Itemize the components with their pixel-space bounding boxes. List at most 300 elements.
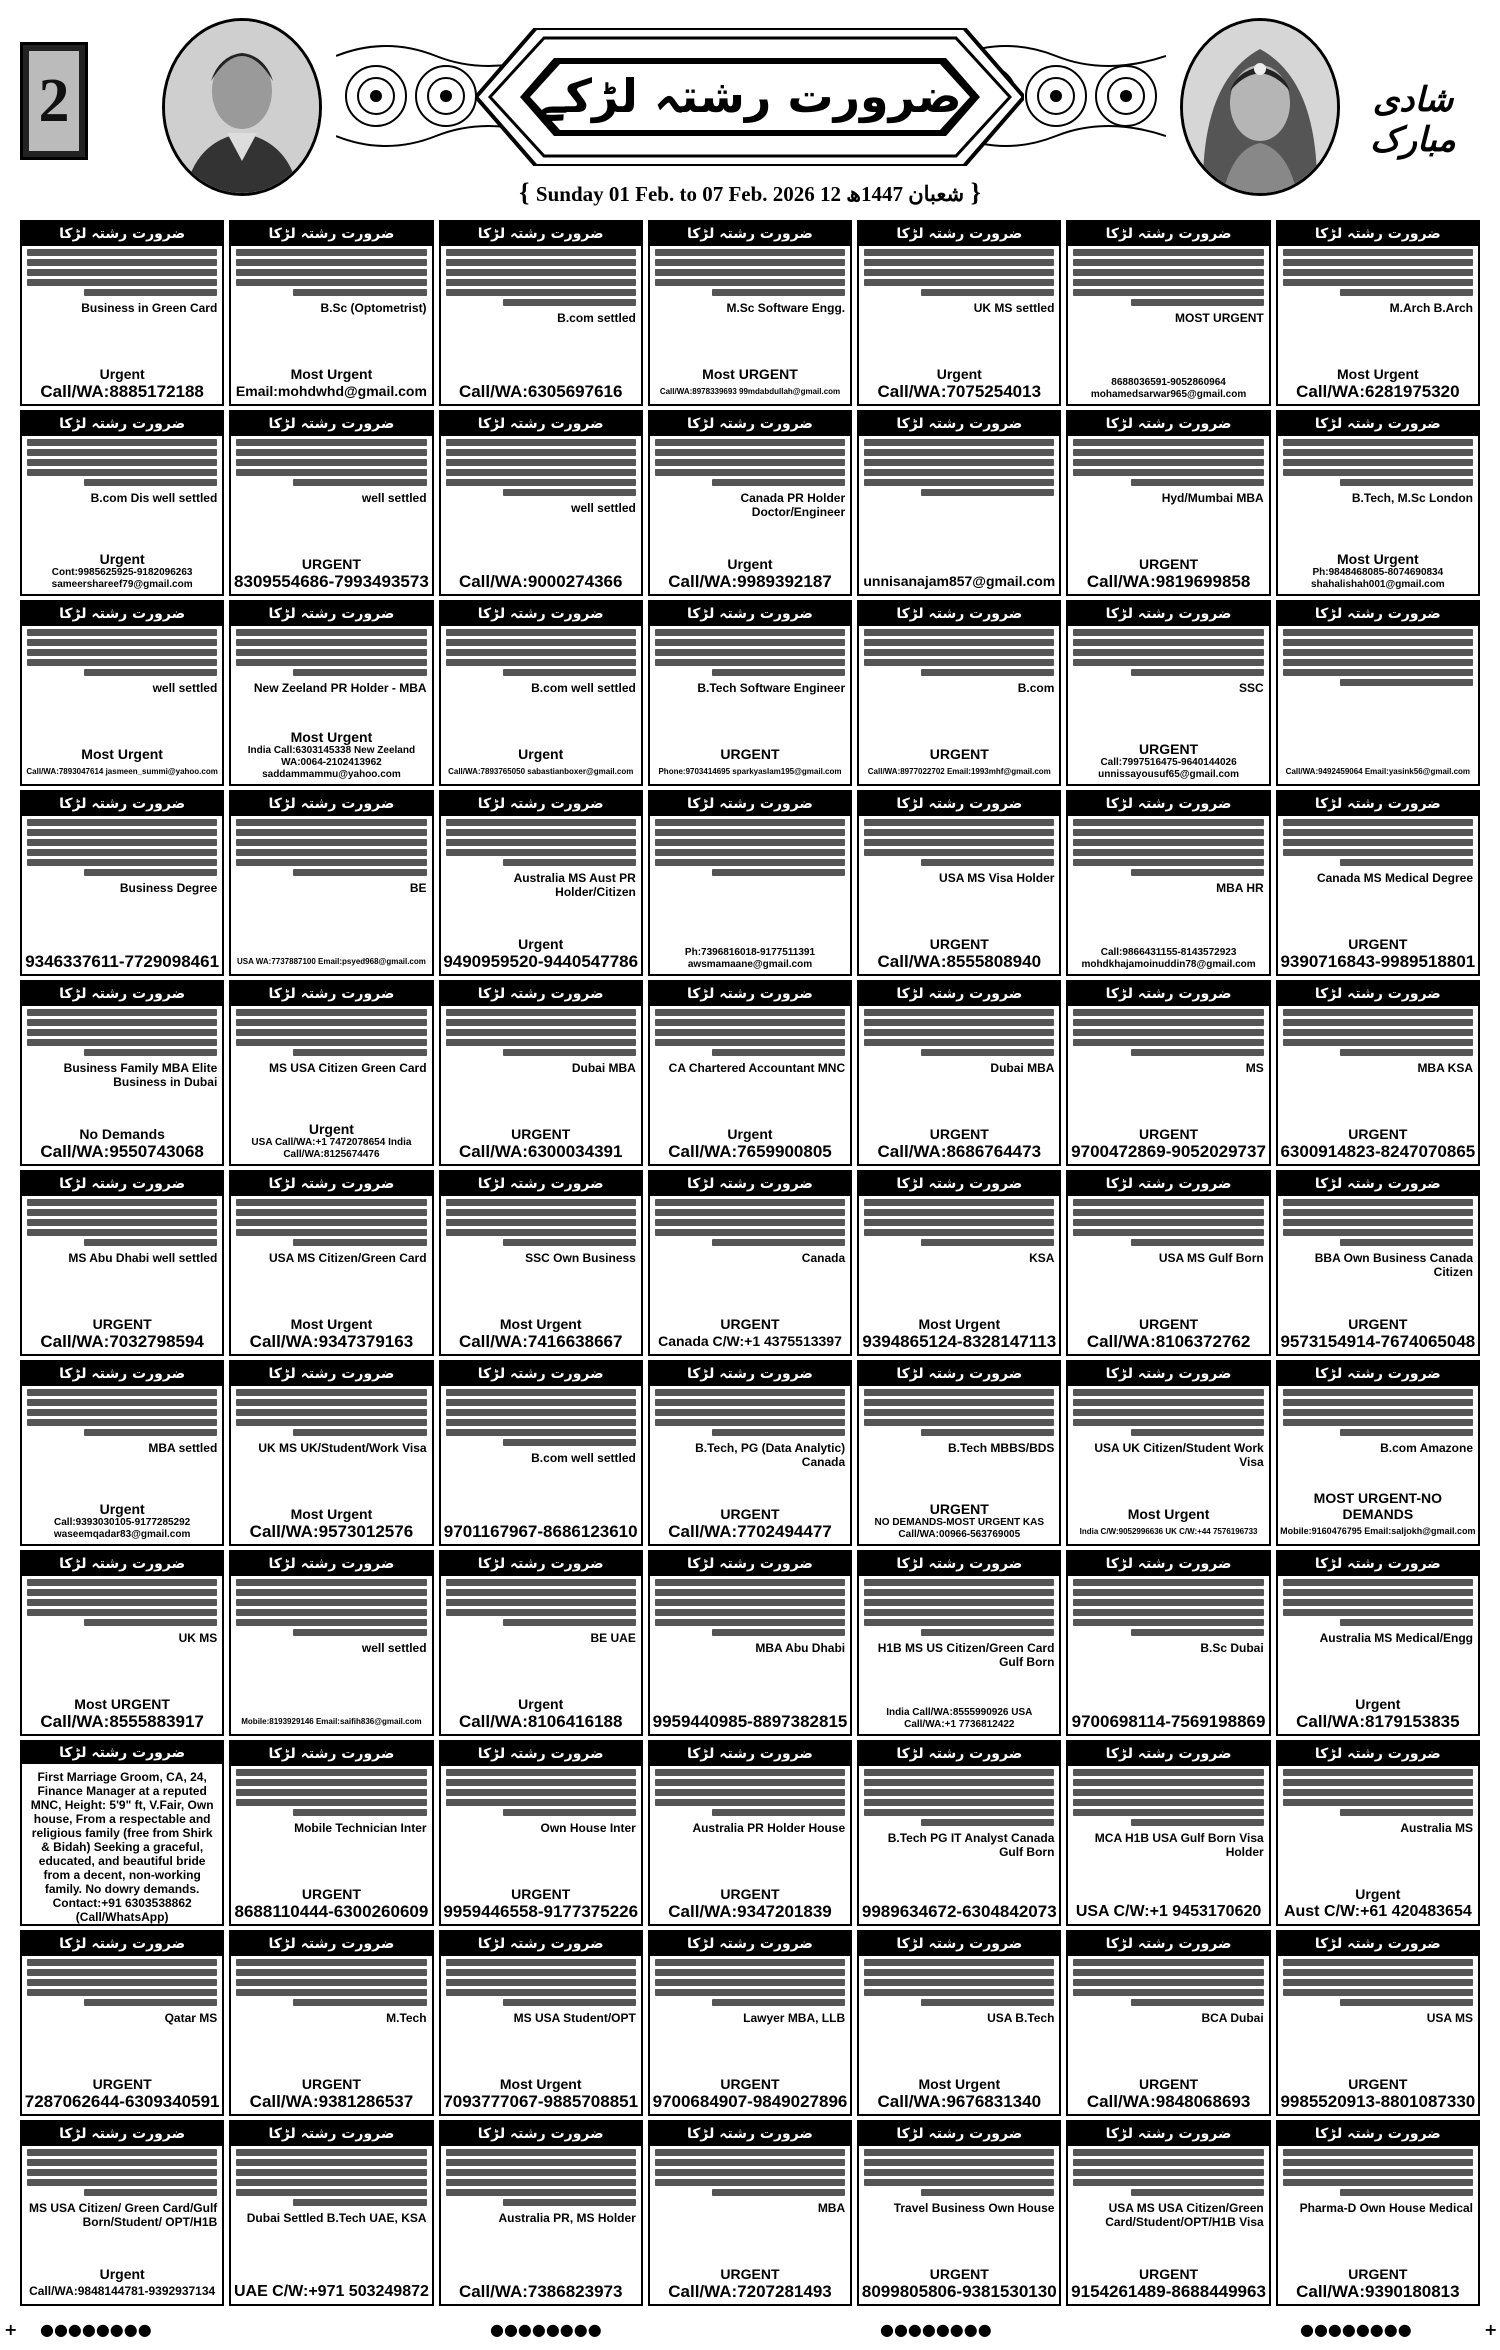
contact-number[interactable]: 6300914823-8247070865 — [1280, 1142, 1476, 1161]
ad-body — [650, 816, 850, 947]
ad-heading: ضرورت رشتہ لڑکا — [859, 1742, 1059, 1766]
contact-number[interactable]: Call/WA:6300034391 — [458, 1142, 623, 1161]
urdu-text-line — [236, 459, 426, 466]
urdu-text-line — [446, 1009, 636, 1016]
contact-number[interactable]: 9346337611-7729098461 — [25, 952, 220, 971]
urdu-text-line — [655, 1219, 845, 1226]
urdu-text-line — [1073, 639, 1263, 646]
urdu-text-line — [921, 669, 1054, 676]
urdu-text-line — [446, 2179, 636, 2186]
ad-contact-block — [650, 2076, 850, 2114]
ad-contact-block — [441, 382, 641, 404]
contact-number[interactable]: India Call:6303145338 New Zeeland WA:0064-2102413962 saddammammu@yahoo.com — [247, 745, 416, 780]
contact-number[interactable]: Call/WA:8977022702 Email:1993mhf@gmail.com — [867, 767, 1051, 776]
urdu-text-line — [1073, 1799, 1263, 1806]
classified-ad — [1276, 1930, 1480, 2116]
urdu-text-line — [1131, 1999, 1264, 2006]
contact-number[interactable]: Call:9866431155-8143572923 mohdkhajamoinuddin78@gmail.com — [1081, 947, 1256, 970]
classified-ad — [1276, 600, 1480, 786]
urdu-text-line — [864, 649, 1054, 656]
contact-number[interactable]: 9959440985-8897382815 — [652, 1712, 848, 1731]
contact-number[interactable]: Phone:9703414695 sparkyaslam195@gmail.com — [658, 767, 842, 776]
urdu-text-line — [446, 639, 636, 646]
classified-ad — [229, 600, 433, 786]
urdu-text-line — [446, 1199, 636, 1206]
ad-heading: ضرورت رشتہ لڑکا — [1278, 412, 1478, 436]
urdu-text-line — [446, 629, 636, 636]
urdu-text-line — [236, 1219, 426, 1226]
urdu-text-line — [1073, 1769, 1263, 1776]
contact-number[interactable]: Canada C/W:+1 4375513397 — [658, 1333, 842, 1349]
urdu-text-line — [655, 649, 845, 656]
ad-heading: ضرورت رشتہ لڑکا — [441, 602, 641, 626]
contact-number[interactable]: Mobile:9160476795 Email:saljokh@gmail.com — [1280, 1526, 1476, 1536]
urdu-text-line — [27, 2149, 217, 2156]
contact-number[interactable]: Call/WA:7207281493 — [668, 2282, 832, 2301]
classified-ad — [1276, 1170, 1480, 1356]
hijri-date: 12 شعبان 1447ھ — [820, 182, 965, 206]
contact-number[interactable]: Ph:7396816018-9177511391 awsmamaane@gmail.com — [684, 947, 816, 970]
contact-number[interactable]: Cont:9985625925-9182096263 sameershareef79@gmail.com — [51, 567, 193, 590]
contact-number[interactable]: Call/WA:9989392187 — [668, 572, 832, 591]
contact-number[interactable]: UAE C/W:+971 503249872 — [233, 2283, 429, 2300]
ad-body — [441, 1576, 641, 1696]
classified-ad — [648, 410, 852, 596]
urdu-text-line — [864, 1619, 1054, 1626]
ad-heading: ضرورت رشتہ لڑکا — [1068, 982, 1268, 1006]
ad-heading: ضرورت رشتہ لڑکا — [859, 1172, 1059, 1196]
urdu-text-line — [236, 2149, 426, 2156]
urgency-label: Urgent — [1355, 1696, 1401, 1712]
contact-number[interactable]: Call/WA:8885172188 — [40, 382, 204, 401]
urdu-text-line — [446, 649, 636, 656]
ad-contact-block — [1278, 2266, 1478, 2304]
urdu-text-line — [655, 1199, 845, 1206]
urdu-text-line — [1131, 299, 1264, 306]
urgency-label: URGENT — [1139, 1126, 1199, 1142]
urdu-text-line — [864, 259, 1054, 266]
urdu-text-line — [1283, 2169, 1473, 2176]
ad-body — [231, 1196, 431, 1316]
classified-ad — [229, 1930, 433, 2116]
ad-body — [1278, 816, 1478, 936]
page-number-badge — [20, 42, 88, 160]
urdu-text-line — [1073, 439, 1263, 446]
ad-contact-block — [441, 572, 641, 594]
ad-keywords: MBA KSA — [1417, 1061, 1473, 1075]
contact-number[interactable]: Call/WA:6281975320 — [1296, 382, 1460, 401]
contact-number[interactable]: 7287062644-6309340591 — [24, 2092, 220, 2111]
contact-number[interactable]: Call/WA:7702494477 — [668, 1522, 832, 1541]
contact-number[interactable]: 8099805806-9381530130 — [861, 2282, 1057, 2301]
contact-number[interactable]: Call/WA:9347379163 — [249, 1332, 414, 1351]
urdu-text-line — [655, 1789, 845, 1796]
ad-body: First Marriage Groom, CA, 24, Finance Manager at a reputed MNC, Height: 5'9" ft, V.Fair, Own house, From a respectable and religious family (free from Shirk & Bidah) Seeking a graceful, educated, and beautiful bride from a decent, non-working family. No dowry demands. Contact:+91 6303538862 (Call/WhatsApp) — [30, 1770, 214, 1924]
classified-ad — [439, 220, 643, 406]
urdu-text-line — [1073, 1399, 1263, 1406]
urdu-text-line — [1283, 1199, 1473, 1206]
urdu-text-line — [864, 279, 1054, 286]
contact-number[interactable]: 9700684907-9849027896 — [652, 2092, 848, 2111]
ad-keywords: B.com Dis well settled — [90, 491, 218, 505]
urdu-text-line — [1073, 829, 1263, 836]
classified-ad — [439, 1740, 643, 1926]
urdu-text-line — [1283, 1579, 1473, 1586]
contact-number[interactable]: Call/WA:9550743068 — [40, 1142, 204, 1161]
urgency-label: Most Urgent — [290, 366, 373, 382]
contact-number[interactable]: Call/WA:7893047614 jasmeen_summi@yahoo.com — [26, 767, 218, 776]
contact-number[interactable]: Call/WA:9848068693 — [1086, 2092, 1251, 2111]
contact-number[interactable]: Call/WA:9492459064 Email:yasink56@gmail.com — [1285, 767, 1471, 776]
ad-keywords: B.com Amazone — [1380, 1441, 1473, 1455]
urdu-text-line — [864, 1579, 1054, 1586]
classified-ad — [439, 1550, 643, 1736]
contact-number[interactable]: 9985520913-8801087330 — [1280, 2092, 1476, 2111]
ad-heading: ضرورت رشتہ لڑکا — [650, 792, 850, 816]
contact-number[interactable]: Call/WA:7075254013 — [877, 382, 1042, 401]
ad-contact-block — [859, 366, 1059, 404]
contact-number[interactable]: Call/WA:7386823973 — [458, 2282, 623, 2301]
ad-body — [231, 1576, 431, 1712]
urdu-text-line — [236, 1579, 426, 1586]
urdu-text-line — [655, 259, 845, 266]
ad-heading: ضرورت رشتہ لڑکا — [859, 982, 1059, 1006]
contact-number[interactable]: 9959446558-9177375226 — [443, 1902, 639, 1921]
ad-keywords: MS Abu Dhabi well settled — [68, 1251, 218, 1265]
ad-heading: ضرورت رشتہ لڑکا — [441, 222, 641, 246]
urdu-text-line — [864, 1419, 1054, 1426]
contact-number[interactable]: 8688036591-9052860964 mohamedsarwar965@gmail.com — [1090, 377, 1247, 400]
ad-heading: ضرورت رشتہ لڑکا — [231, 1362, 431, 1386]
urdu-text-line — [712, 1239, 845, 1246]
urdu-text-line — [27, 649, 217, 656]
urdu-text-line — [236, 839, 426, 846]
contact-number[interactable]: India C/W:9052996636 UK C/W:+44 7576196733 — [1079, 1527, 1258, 1536]
urdu-text-line — [236, 249, 426, 256]
ad-heading: ضرورت رشتہ لڑکا — [1068, 602, 1268, 626]
classified-ad — [648, 980, 852, 1166]
contact-number[interactable]: 9573154914-7674065048 — [1280, 1332, 1476, 1351]
contact-number[interactable]: Call/WA:7893765050 sabastianboxer@gmail.com — [448, 767, 634, 776]
ad-contact-block — [1068, 377, 1268, 404]
urdu-text-line — [27, 469, 217, 476]
urdu-text-line — [503, 859, 636, 866]
ad-contact-block — [441, 1316, 641, 1354]
classified-ad — [857, 1360, 1061, 1546]
urdu-text-line — [236, 1029, 426, 1036]
ad-body — [650, 1576, 850, 1712]
contact-number[interactable]: USA WA:7737887100 Email:psyed968@gmail.com — [236, 957, 426, 966]
urgency-label: URGENT — [301, 556, 361, 572]
urdu-text-line — [236, 1589, 426, 1596]
urdu-text-line — [864, 1399, 1054, 1406]
urdu-text-line — [1073, 1989, 1263, 1996]
urdu-text-line — [864, 459, 1054, 466]
contact-number[interactable]: NO DEMANDS-MOST URGENT KAS Call/WA:00966-563769005 — [874, 1517, 1044, 1540]
contact-number[interactable]: Call:7997516475-9640144026 unnissayousuf65@gmail.com — [1098, 757, 1240, 780]
urdu-text-line — [27, 2159, 217, 2166]
contact-number[interactable]: Call/WA:9347201839 — [668, 1902, 832, 1921]
urdu-text-line — [446, 849, 636, 856]
urdu-text-line — [236, 1799, 426, 1806]
ad-contact-block — [859, 746, 1059, 784]
ad-body — [22, 816, 222, 952]
urdu-text-line — [655, 469, 845, 476]
ad-keywords: BE UAE — [590, 1631, 636, 1645]
urdu-text-line — [1283, 249, 1473, 256]
urdu-text-line — [293, 1239, 426, 1246]
ad-contact-block — [859, 1902, 1059, 1924]
urdu-text-line — [1283, 1219, 1473, 1226]
contact-number[interactable]: Call/WA:8978339693 99mdabdullah@gmail.com — [659, 387, 841, 396]
ad-heading: ضرورت رشتہ لڑکا — [1278, 982, 1478, 1006]
contact-number[interactable]: Ph:9848468085-8074690834 shahalishah001@gmail.com — [1311, 567, 1445, 590]
contact-number[interactable]: Call/WA:7659900805 — [668, 1142, 832, 1161]
urdu-text-line — [1283, 469, 1473, 476]
contact-number[interactable]: Aust C/W:+61 420483654 — [1283, 1903, 1472, 1920]
contact-number[interactable]: Email:mohdwhd@gmail.com — [235, 383, 427, 399]
urdu-text-line — [864, 629, 1054, 636]
ad-body — [1068, 436, 1268, 556]
contact-number[interactable]: USA Call/WA:+1 7472078654 India Call/WA:8125674476 — [251, 1137, 412, 1160]
urdu-text-line — [446, 259, 636, 266]
urdu-text-line — [236, 1609, 426, 1616]
ad-body — [231, 1006, 431, 1121]
classified-ad — [20, 790, 224, 976]
urdu-text-line — [503, 489, 636, 496]
urdu-text-line — [236, 2159, 426, 2166]
ad-heading: ضرورت رشتہ لڑکا — [859, 1552, 1059, 1576]
urdu-text-line — [446, 1389, 636, 1396]
classified-ad — [20, 1170, 224, 1356]
urdu-text-line — [27, 1409, 217, 1416]
urdu-text-line — [84, 669, 217, 676]
contact-number[interactable]: 9701167967-8686123610 — [443, 1522, 638, 1541]
urdu-text-line — [655, 269, 845, 276]
contact-number[interactable]: Mobile:8193929146 Email:saifih836@gmail.com — [241, 1717, 422, 1726]
urdu-text-line — [236, 439, 426, 446]
ad-heading: ضرورت رشتہ لڑکا — [1278, 792, 1478, 816]
urgency-label: URGENT — [301, 1886, 361, 1902]
urdu-text-line — [1283, 1209, 1473, 1216]
contact-number[interactable]: 9390716843-9989518801 — [1280, 952, 1476, 971]
contact-number[interactable]: Call/WA:9000274366 — [458, 572, 623, 591]
urdu-text-line — [1340, 1999, 1473, 2006]
ad-body — [22, 1956, 222, 2076]
urdu-text-line — [293, 869, 426, 876]
ad-heading: ضرورت رشتہ لڑکا — [22, 412, 222, 436]
urdu-text-line — [1073, 659, 1263, 666]
ad-heading: ضرورت رشتہ لڑکا — [441, 1742, 641, 1766]
classified-ad — [1276, 2120, 1480, 2306]
contact-number[interactable]: Call/WA:9819699858 — [1086, 572, 1251, 591]
ad-contact-block — [22, 2266, 222, 2304]
urdu-text-line — [293, 289, 426, 296]
ad-heading: ضرورت رشتہ لڑکا — [1278, 602, 1478, 626]
urdu-text-line — [84, 1049, 217, 1056]
contact-number[interactable]: 9154261489-8688449963 — [1071, 2282, 1266, 2301]
ad-heading: ضرورت رشتہ لڑکا — [441, 1552, 641, 1576]
contact-number[interactable]: 9394865124-8328147113 — [862, 1332, 1057, 1351]
contact-number[interactable]: Call/WA:8106416188 — [458, 1712, 623, 1731]
ad-contact-block — [1068, 556, 1268, 594]
classified-ad — [648, 1550, 852, 1736]
classified-ad — [857, 2120, 1061, 2306]
urdu-text-line — [236, 469, 426, 476]
classified-ad — [857, 1740, 1061, 1926]
urgency-label: URGENT — [720, 1316, 780, 1332]
contact-number[interactable]: Call/WA:9390180813 — [1296, 2282, 1460, 2301]
contact-number[interactable]: Call/WA:8686764473 — [877, 1142, 1042, 1161]
urdu-text-line — [1340, 2189, 1473, 2196]
ad-heading: ضرورت رشتہ لڑکا — [231, 1172, 431, 1196]
ad-body — [650, 2146, 850, 2266]
contact-number[interactable]: Call/WA:9676831340 — [877, 2092, 1042, 2111]
crop-mark: + — [4, 2320, 18, 2339]
ad-contact-block — [1068, 741, 1268, 784]
urdu-text-line — [446, 1219, 636, 1226]
ad-heading: ضرورت رشتہ لڑکا — [441, 1362, 641, 1386]
urdu-text-line — [864, 2149, 1054, 2156]
ad-contact-block — [859, 2266, 1059, 2304]
ad-contact-block — [859, 1707, 1059, 1734]
ad-keywords: USA MS Visa Holder — [939, 871, 1055, 885]
urdu-text-line — [655, 849, 845, 856]
contact-number[interactable]: Call/WA:8555808940 — [877, 952, 1042, 971]
ad-heading: ضرورت رشتہ لڑکا — [859, 792, 1059, 816]
urdu-text-line — [712, 289, 845, 296]
title-banner — [336, 28, 1166, 172]
ad-keywords: MOST URGENT — [1175, 311, 1264, 325]
urgency-label: URGENT — [720, 1506, 780, 1522]
urdu-text-line — [655, 1409, 845, 1416]
contact-number[interactable]: Call/WA:9573012576 — [249, 1522, 414, 1541]
urdu-text-line — [1073, 839, 1263, 846]
ad-heading: ضرورت رشتہ لڑکا — [441, 1172, 641, 1196]
contact-number[interactable]: India Call/WA:8555990926 USA Call/WA:+1 7736812422 — [886, 1707, 1033, 1730]
contact-number[interactable]: Call:9393030105-9177285292 waseemqadar83@gmail.com — [53, 1517, 191, 1540]
urdu-text-line — [27, 439, 217, 446]
ad-body — [859, 436, 1059, 572]
ad-keywords: MBA HR — [1216, 881, 1264, 895]
ad-heading: ضرورت رشتہ لڑکا — [1278, 222, 1478, 246]
urdu-text-line — [27, 1419, 217, 1426]
ad-contact-block — [1068, 2076, 1268, 2114]
ad-contact-block — [1068, 1712, 1268, 1734]
contact-number[interactable]: USA C/W:+1 9453170620 — [1075, 1903, 1262, 1920]
contact-number[interactable]: 9700472869-9052029737 — [1071, 1142, 1266, 1161]
urdu-text-line — [655, 2169, 845, 2176]
contact-number[interactable]: 7093777067-9885708851 — [443, 2092, 639, 2111]
ad-body — [231, 2146, 431, 2282]
urdu-text-line — [27, 1219, 217, 1226]
urdu-text-line — [655, 1579, 845, 1586]
ad-heading: ضرورت رشتہ لڑکا — [22, 1932, 222, 1956]
ad-heading: ضرورت رشتہ لڑکا — [231, 222, 431, 246]
classified-ad — [1066, 1170, 1270, 1356]
classified-ad — [648, 1740, 852, 1926]
urdu-text-line — [864, 1389, 1054, 1396]
urgency-label: URGENT — [1348, 1126, 1408, 1142]
ad-heading: ضرورت رشتہ لڑکا — [22, 1742, 222, 1764]
classified-ad — [1276, 790, 1480, 976]
classified-ad — [20, 220, 224, 406]
urdu-text-line — [1340, 859, 1473, 866]
ad-keywords: M.Tech — [386, 2011, 427, 2025]
ad-body — [441, 1766, 641, 1886]
date-line: { Sunday 01 Feb. to 07 Feb. 2026 12 شعبان 1447ھ } — [519, 178, 981, 207]
urdu-text-line — [236, 1039, 426, 1046]
urdu-text-line — [864, 849, 1054, 856]
contact-number[interactable]: unnisanajam857@gmail.com — [863, 573, 1056, 589]
contact-number[interactable]: 8309554686-7993493573 — [234, 572, 429, 591]
classified-ad — [1276, 1550, 1480, 1736]
urgency-label: URGENT — [1139, 2266, 1199, 2282]
classified-ad — [229, 1360, 433, 1546]
urdu-text-line — [27, 1589, 217, 1596]
urdu-text-line — [236, 1969, 426, 1976]
urdu-text-line — [1340, 479, 1473, 486]
ad-keywords: Australia MS — [1400, 1821, 1473, 1835]
ad-body — [1278, 1766, 1478, 1886]
contact-number[interactable]: 9490959520-9440547786 — [443, 952, 639, 971]
contact-number[interactable]: Call/WA:8555883917 — [40, 1712, 204, 1731]
urdu-text-line — [293, 1999, 426, 2006]
ad-heading: ضرورت رشتہ لڑکا — [650, 412, 850, 436]
contact-number[interactable]: Call/WA:7032798594 — [40, 1332, 204, 1351]
ad-body — [859, 1956, 1059, 2076]
ad-contact-block — [231, 1886, 431, 1924]
urdu-text-line — [1073, 1609, 1263, 1616]
urdu-text-line — [655, 1419, 845, 1426]
urdu-text-line — [236, 659, 426, 666]
contact-number[interactable]: Call/WA:6305697616 — [458, 382, 623, 401]
ad-keywords: MS — [1245, 1061, 1264, 1075]
urdu-text-line — [921, 1239, 1054, 1246]
urdu-text-line — [1283, 1019, 1473, 1026]
ad-contact-block — [1278, 366, 1478, 404]
urdu-text-line — [655, 279, 845, 286]
urdu-text-line — [236, 1389, 426, 1396]
urdu-text-line — [1073, 1979, 1263, 1986]
contact-number[interactable]: Call/WA:7416638667 — [458, 1332, 623, 1351]
urdu-text-line — [1283, 1769, 1473, 1776]
ad-heading: ضرورت رشتہ لڑکا — [1278, 1742, 1478, 1766]
urdu-text-line — [1073, 1229, 1263, 1236]
contact-number[interactable]: Call/WA:9848144781-9392937134 — [29, 2284, 216, 2298]
contact-number[interactable]: 9700698114-7569198869 — [1071, 1712, 1266, 1731]
urdu-text-line — [27, 1989, 217, 1996]
contact-number[interactable]: Call/WA:8106372762 — [1086, 1332, 1251, 1351]
contact-number[interactable]: Call/WA:9381286537 — [249, 2092, 414, 2111]
urgency-label: Urgent — [308, 1121, 354, 1137]
urgency-label: Most URGENT — [74, 1696, 170, 1712]
ad-body — [22, 1576, 222, 1696]
ad-heading: ضرورت رشتہ لڑکا — [650, 602, 850, 626]
urdu-text-line — [446, 1959, 636, 1966]
ad-body — [859, 626, 1059, 746]
ad-contact-block — [22, 746, 222, 784]
urgency-label: URGENT — [720, 1886, 780, 1902]
ad-keywords: Australia MS Medical/Engg — [1319, 1631, 1473, 1645]
contact-number[interactable]: 8688110444-6300260609 — [234, 1902, 429, 1921]
contact-number[interactable]: 9989634672-6304842073 — [861, 1902, 1057, 1921]
classified-ad — [229, 410, 433, 596]
ad-contact-block — [1068, 2266, 1268, 2304]
urdu-text-line — [864, 2179, 1054, 2186]
contact-number[interactable]: Call/WA:8179153835 — [1296, 1712, 1460, 1731]
ad-keywords: Business Family MBA Elite Business in Dubai — [63, 1061, 218, 1089]
